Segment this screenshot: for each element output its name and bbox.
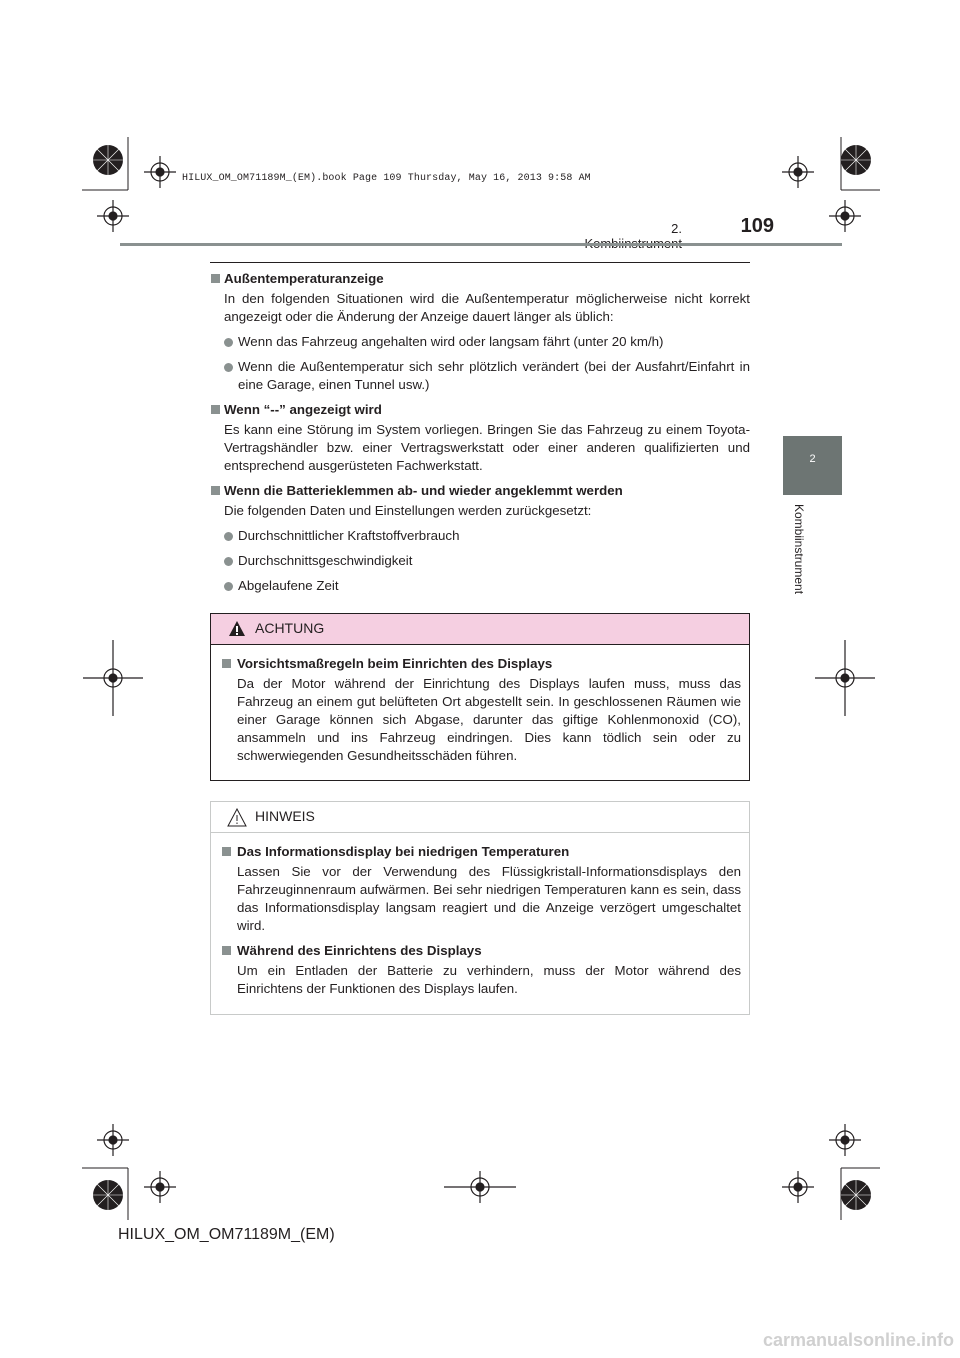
notice-heading: Das Informationsdisplay bei niedrigen Temperaturen — [219, 843, 741, 861]
notice-triangle-icon — [227, 808, 247, 827]
list-item: Abgelaufene Zeit — [210, 577, 750, 595]
caution-label: ACHTUNG — [255, 620, 325, 636]
list-item: Wenn die Außentemperatur sich sehr plötzlich verändert (bei der Ausfahrt/Einfahrt in eine Garage, einen Tunnel usw.) — [210, 358, 750, 394]
caution-heading: Vorsichtsmaßregeln beim Einrichten des Displays — [219, 655, 741, 673]
notice-text: Lassen Sie vor der Verwendung des Flüssigkristall-Informationsdisplays den Fahrzeuginnenraum aufwärmen. Bei sehr niedrigen Temperaturen kann es sein, dass das Informationsdisplay langsam reagiert und die Anzeige verzögert umgeschaltet wird. — [237, 864, 741, 933]
notice-text: Um ein Entladen der Batterie zu verhindern, muss der Motor während des Einrichtens der Funktionen des Displays laufen. — [237, 963, 741, 996]
header-rule — [120, 243, 842, 246]
main-content — [210, 270, 750, 602]
notice-box — [210, 801, 750, 1015]
notice-heading: Während des Einrichtens des Displays — [219, 942, 741, 960]
notice-label: HINWEIS — [255, 808, 315, 824]
list-item: Durchschnittlicher Kraftstoffverbrauch — [210, 527, 750, 545]
caution-text: Da der Motor während der Einrichtung des Displays laufen muss, muss das Fahrzeug an einem gut belüfteten Ort abgestellt sein. In geschlossenen Räumen wie einer Garage können sich Abgase, darunter das giftige Kohlenmonoxid (CO), ansammeln und ins Fahrzeug eindringen. Dies kann tödlich sein oder zu schwerwiegenden Gesundheitsschäden führen. — [237, 676, 741, 763]
warning-icon — [228, 620, 246, 637]
section-text: In den folgenden Situationen wird die Außentemperatur möglicherweise nicht korrekt angezeigt oder die Änderung der Anzeige dauert länger als üblich: — [224, 291, 750, 324]
caution-box — [210, 613, 750, 781]
page-number: 109 — [740, 215, 774, 237]
footer-doc-id: HILUX_OM_OM71189M_(EM) — [118, 1226, 335, 1243]
content-rule — [210, 262, 750, 263]
section-text: Es kann eine Störung im System vorliegen. Bringen Sie das Fahrzeug zu einem Toyota-Vertragshändler bzw. einer Vertragswerkstatt oder einer anderen qualifizierten und entsprechend ausgerüsteten Fachwerkstatt. — [224, 422, 750, 473]
list-item: Durchschnittsgeschwindigkeit — [210, 552, 750, 570]
watermark: carmanualsonline.info — [762, 1330, 954, 1350]
section-heading: Wenn “--” angezeigt wird — [210, 401, 750, 419]
section-heading: Wenn die Batterieklemmen ab- und wieder angeklemmt werden — [210, 482, 750, 500]
print-info: HILUX_OM_OM71189M_(EM).book Page 109 Thursday, May 16, 2013 9:58 AM — [182, 173, 591, 184]
chapter-tab — [783, 436, 842, 495]
notice-header — [211, 802, 749, 833]
section-text: Die folgenden Daten und Einstellungen werden zurückgesetzt: — [224, 503, 592, 518]
caution-header — [211, 614, 749, 645]
header-section-title: 2. — [671, 221, 682, 236]
chapter-number: 2 — [809, 453, 816, 465]
section-heading: Außentemperaturanzeige — [210, 270, 750, 288]
chapter-label: Kombiinstrument — [792, 504, 806, 595]
list-item: Wenn das Fahrzeug angehalten wird oder langsam fährt (unter 20 km/h) — [210, 333, 750, 351]
